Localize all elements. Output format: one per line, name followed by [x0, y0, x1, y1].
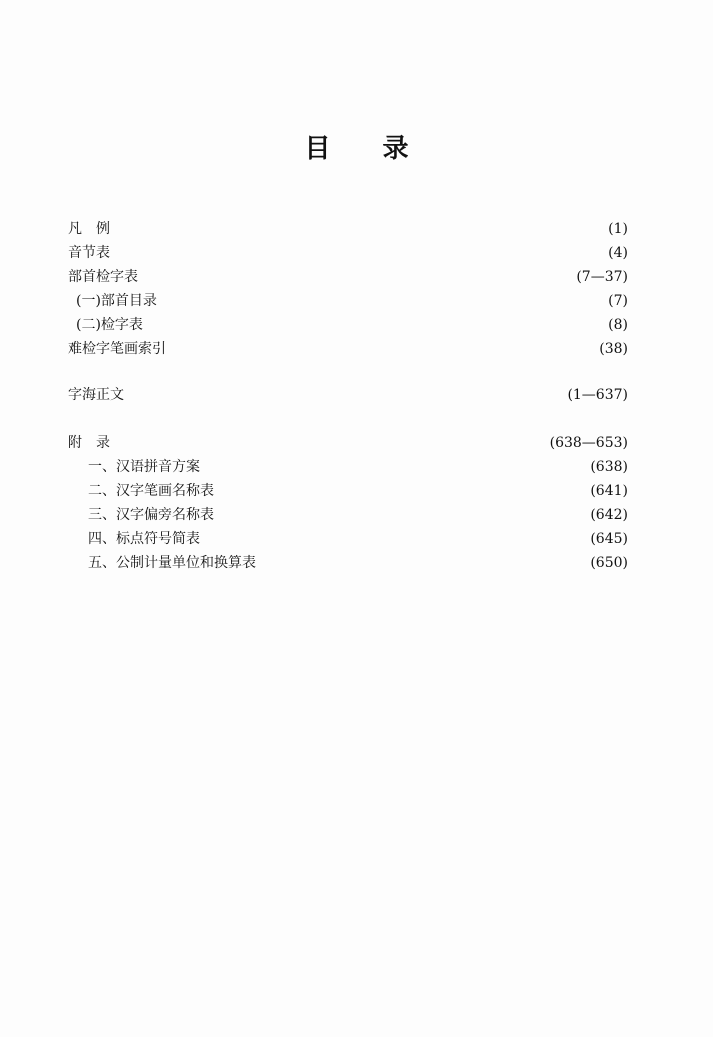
toc-entry-page: (4) — [608, 245, 628, 261]
toc-entry-label: 附录 — [68, 435, 124, 451]
dot-leader — [130, 432, 546, 454]
toc-entry-yinjiebiao[interactable] — [68, 242, 628, 264]
toc-entry-label: (二)检字表 — [76, 317, 143, 333]
dot-leader — [172, 338, 595, 360]
toc-entry-label: 凡例 — [68, 221, 124, 237]
dot-leader — [130, 218, 604, 240]
toc-entry-nanjianzi-suoyin[interactable] — [68, 338, 628, 360]
toc-entry-page: (1) — [608, 221, 628, 237]
toc-entry-page: (645) — [590, 531, 628, 547]
toc-entry-fulu[interactable] — [68, 432, 628, 454]
toc-entry-pianpang-mingchengbiao[interactable] — [88, 504, 628, 526]
toc-entry-label: 四、标点符号简表 — [88, 531, 200, 547]
toc-entry-page: (7) — [608, 293, 628, 309]
toc-entry-page: (642) — [590, 507, 628, 523]
toc-entry-label: 部首检字表 — [68, 269, 138, 285]
toc-entry-page: (8) — [608, 317, 628, 333]
toc-entry-page: (650) — [590, 555, 628, 571]
title-char-2: 录 — [382, 134, 409, 164]
dot-leader — [163, 290, 604, 312]
toc-entry-label: 五、公制计量单位和换算表 — [88, 555, 256, 571]
dot-leader — [149, 314, 604, 336]
dot-leader — [206, 528, 586, 550]
dot-leader — [220, 504, 586, 526]
toc-entry-page: (1—637) — [567, 387, 628, 403]
toc-entry-jianzibiao[interactable] — [76, 314, 628, 336]
toc-entry-label: (一)部首目录 — [76, 293, 157, 309]
dot-leader — [144, 266, 572, 288]
dot-leader — [130, 384, 563, 406]
dot-leader — [116, 242, 604, 264]
toc-entry-pinyin-fangan[interactable] — [88, 456, 628, 478]
toc-entry-page: (641) — [590, 483, 628, 499]
toc-entry-zihai-zhengwen[interactable] — [68, 384, 628, 406]
dot-leader — [262, 552, 586, 574]
toc-entry-bushou-mulu[interactable] — [76, 290, 628, 312]
toc-entry-label: 字海正文 — [68, 387, 124, 403]
toc-entry-page: (7—37) — [576, 269, 628, 285]
title-char-1: 目 — [304, 134, 331, 164]
dot-leader — [206, 456, 586, 478]
toc-entry-jiliang-danwei[interactable] — [88, 552, 628, 574]
toc-entry-page: (38) — [599, 341, 628, 357]
toc-entry-label: 三、汉字偏旁名称表 — [88, 507, 214, 523]
toc-entry-bihua-mingchengbiao[interactable] — [88, 480, 628, 502]
page-title — [0, 128, 713, 165]
toc-entry-label: 一、汉语拼音方案 — [88, 459, 200, 475]
toc-entry-bushou-jianzibiao[interactable] — [68, 266, 628, 288]
toc-entry-label: 难检字笔画索引 — [68, 341, 166, 357]
toc-entry-label: 音节表 — [68, 245, 110, 261]
dot-leader — [220, 480, 586, 502]
toc-entry-fanli[interactable] — [68, 218, 628, 240]
toc-entry-page: (638) — [590, 459, 628, 475]
toc-entry-biaodian-jianbiao[interactable] — [88, 528, 628, 550]
toc-entry-label: 二、汉字笔画名称表 — [88, 483, 214, 499]
toc-entry-page: (638—653) — [549, 435, 628, 451]
